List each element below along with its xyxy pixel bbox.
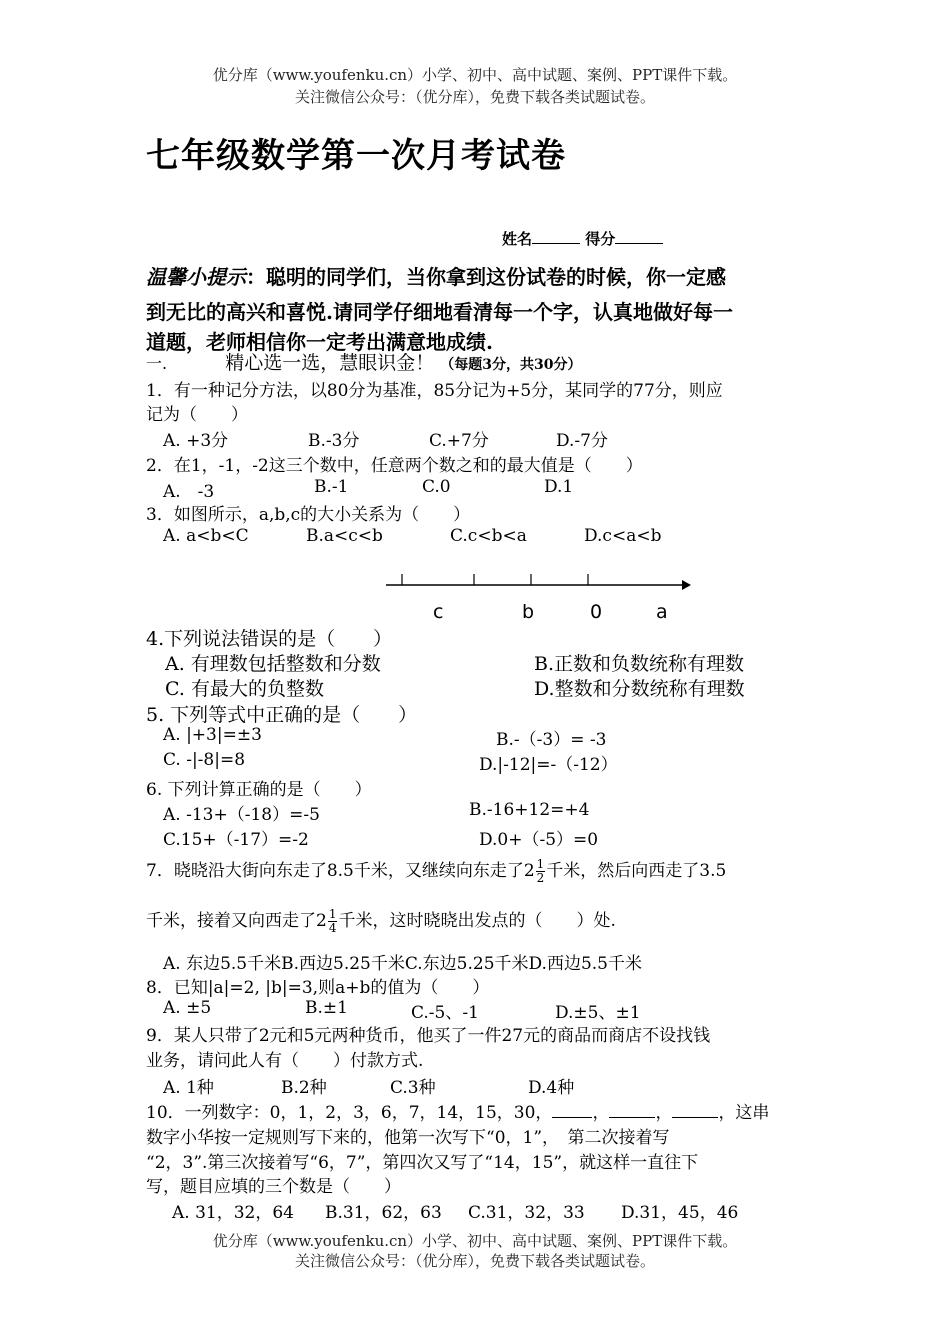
number-line-label-zero: 0 (590, 601, 603, 623)
page-title: 七年级数学第一次月考试卷 (146, 136, 566, 176)
q10-sep-1: ， (592, 1103, 610, 1123)
q10-option-a[interactable]: A. 31，32，64 (172, 1203, 294, 1223)
q7-line-2 (146, 906, 616, 935)
q10-text-1a: 10．一列数字：0，1，2，3，6，7，14，15，30， (146, 1103, 553, 1123)
number-line-label-b: b (522, 601, 535, 623)
q9-option-c[interactable]: C.3种 (390, 1078, 436, 1098)
q3-option-b[interactable]: B.a<c<b (306, 526, 383, 546)
q10-option-b[interactable]: B.31，62，63 (325, 1203, 442, 1223)
q2-option-b[interactable]: B.-1 (314, 477, 349, 497)
q8-option-c[interactable]: C.-5、-1 (411, 1003, 479, 1023)
q2-option-a[interactable]: A. -3 (163, 482, 215, 502)
q7-options[interactable]: A. 东边5.5千米B.西边5.25千米C.东边5.25千米D.西边5.5千米 (163, 954, 642, 974)
q8-option-d[interactable]: D.±5、±1 (555, 1003, 641, 1023)
q6-option-b[interactable]: B.-16+12=+4 (469, 800, 590, 820)
q3-option-a[interactable]: A. a<b<C (163, 526, 249, 546)
q4-option-d[interactable]: D.整数和分数统称有理数 (534, 678, 745, 700)
section-number: 一. (146, 354, 168, 373)
q1-option-d[interactable]: D.-7分 (556, 431, 608, 451)
score-blank[interactable] (615, 229, 663, 244)
q5-text: 5. 下列等式中正确的是（ ） (146, 704, 418, 726)
footer-line-1: 优分库（www.youfenku.cn）小学、初中、高中试题、案例、PPT课件下载。 (212, 1232, 738, 1250)
name-label: 姓名 (502, 230, 533, 248)
score-label: 得分 (585, 230, 616, 248)
header-line-1: 优分库（www.youfenku.cn）小学、初中、高中试题、案例、PPT课件下载。 (212, 66, 738, 84)
q8-text: 8．已知|a|=2, |b|=3,则a+b的值为（ ） (146, 978, 490, 998)
q2-option-c[interactable]: C.0 (422, 477, 451, 497)
q7-fraction-1-denominator: 2 (536, 871, 545, 885)
header-line-2: 关注微信公众号：（优分库），免费下载各类试题试卷。 (294, 88, 655, 106)
tip-line-3: 道题，老师相信你一定考出满意地成绩. (146, 330, 493, 354)
q1-option-a[interactable]: A. +3分 (163, 431, 229, 451)
q9-option-d[interactable]: D.4种 (528, 1078, 575, 1098)
q7-fraction-1 (536, 858, 546, 885)
q10-blank-1[interactable] (552, 1103, 592, 1118)
tip-label: 温馨小提示 (146, 265, 246, 289)
section-title: 精心选一选，慧眼识金！ (225, 352, 435, 374)
q3-option-d[interactable]: D.c<a<b (584, 526, 662, 546)
q5-option-d[interactable]: D.|-12|=-（-12） (479, 755, 618, 775)
name-blank[interactable] (532, 229, 580, 244)
q6-option-a[interactable]: A. -13+（-18）=-5 (163, 805, 320, 825)
q4-option-b[interactable]: B.正数和负数统称有理数 (534, 653, 745, 675)
q8-option-b[interactable]: B.±1 (305, 998, 348, 1018)
q5-option-a[interactable]: A. |+3|=±3 (163, 725, 262, 745)
tip-line-2: 到无比的高兴和喜悦.请同学仔细地看清每一个字，认真地做好每一 (146, 300, 733, 324)
q1-text-1: 1．有一种记分方法，以80分为基准，85分记为+5分，某同学的77分，则应 (146, 381, 723, 401)
q4-text: 4.下列说法错误的是（ ） (146, 628, 393, 650)
q9-text-2: 业务，请问此人有（ ）付款方式. (146, 1051, 424, 1071)
q4-option-a[interactable]: A. 有理数包括整数和分数 (165, 653, 381, 675)
q10-option-c[interactable]: C.31，32，33 (468, 1203, 585, 1223)
tip-line-1 (146, 261, 726, 290)
q10-line-1 (146, 1098, 769, 1123)
q10-blank-3[interactable] (672, 1103, 718, 1118)
q7-line-1 (146, 856, 726, 885)
q7-fraction-1-numerator: 1 (536, 857, 545, 871)
q5-option-b[interactable]: B.-（-3）= -3 (496, 730, 607, 750)
tip-text-1: ：聪明的同学们，当你拿到这份试卷的时候，你一定感 (246, 265, 726, 289)
q9-option-b[interactable]: B.2种 (281, 1078, 327, 1098)
footer-line-2: 关注微信公众号：（优分库），免费下载各类试题试卷。 (294, 1252, 655, 1270)
q10-text-4: 写，题目应填的三个数是（ ） (146, 1177, 401, 1197)
q2-text: 2．在1，-1，-2这三个数中，任意两个数之和的最大值是（ ） (146, 456, 643, 476)
q7-text-3: 千米，接着又向西走了2 (146, 911, 327, 931)
q6-text: 6. 下列计算正确的是（ ） (146, 780, 372, 800)
q3-text: 3．如图所示，a,b,c的大小关系为（ ） (146, 505, 471, 525)
q8-option-a[interactable]: A. ±5 (163, 998, 212, 1018)
name-score-bar (502, 228, 663, 249)
number-line-arrow (682, 580, 691, 590)
q10-text-2: 数字小华按一定规则写下来的，他第一次写下“0，1”， 第二次接着写 (146, 1128, 670, 1148)
q5-option-c[interactable]: C. -|-8|=8 (163, 750, 246, 770)
q6-option-d[interactable]: D.0+（-5）=0 (479, 830, 599, 850)
q7-fraction-2 (328, 908, 338, 935)
number-line-label-c: c (433, 601, 444, 623)
q9-option-a[interactable]: A. 1种 (163, 1078, 214, 1098)
q1-option-b[interactable]: B.-3分 (308, 431, 360, 451)
q7-text-2: 千米，然后向西走了3.5 (546, 861, 727, 881)
q7-fraction-2-numerator: 1 (328, 907, 337, 921)
q4-option-c[interactable]: C. 有最大的负整数 (165, 678, 324, 700)
q10-option-d[interactable]: D.31，45，46 (621, 1203, 739, 1223)
q2-option-d[interactable]: D.1 (544, 477, 574, 497)
section-note: （每题3分，共30分） (440, 357, 582, 373)
q10-text-1b: ，这串 (718, 1103, 770, 1123)
q10-text-3: “2，3”.第三次接着写“6，7”，第四次又写了“14，15”，就这样一直往下 (146, 1153, 699, 1173)
q1-option-c[interactable]: C.+7分 (429, 431, 489, 451)
q6-option-c[interactable]: C.15+（-17）=-2 (163, 830, 309, 850)
q1-text-2: 记为（ ） (146, 405, 248, 425)
section-heading (146, 348, 581, 375)
q7-text-1: 7．晓晓沿大街向东走了8.5千米，又继续向东走了2 (146, 861, 535, 881)
q7-fraction-2-denominator: 4 (328, 921, 337, 935)
q7-text-4: 千米，这时晓晓出发点的（ ）处. (338, 911, 616, 931)
q10-sep-2: ， (655, 1103, 673, 1123)
q10-blank-2[interactable] (609, 1103, 655, 1118)
number-line-label-a: a (656, 601, 668, 623)
q3-option-c[interactable]: C.c<b<a (450, 526, 527, 546)
number-line (386, 570, 696, 596)
q9-text-1: 9．某人只带了2元和5元两种货币，他买了一件27元的商品而商店不设找钱 (146, 1026, 711, 1046)
